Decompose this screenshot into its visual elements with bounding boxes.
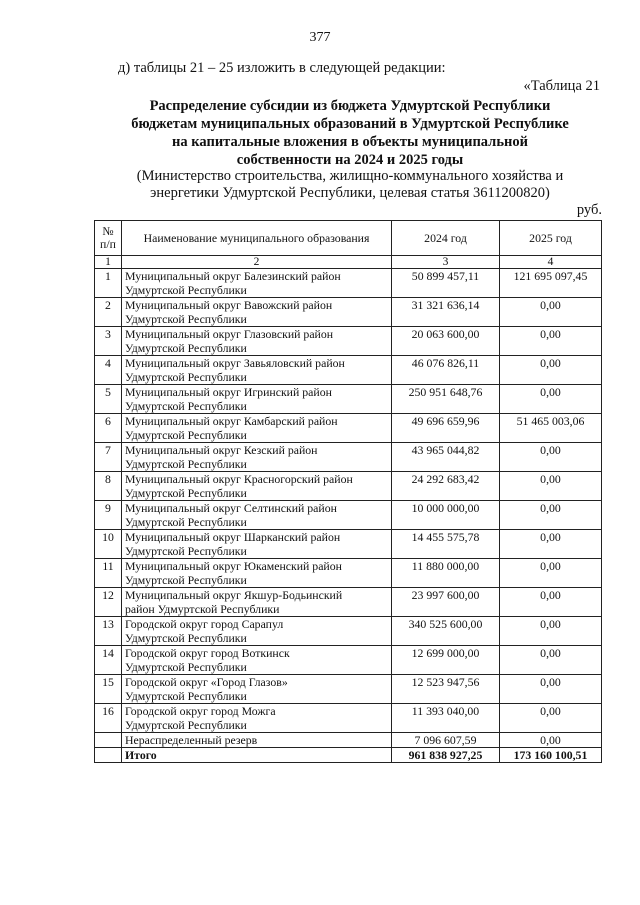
municipality-name-line: Муниципальный округ Юкаменский район [125,559,342,573]
row-number [95,733,122,748]
heading-line: собственности на 2024 и 2025 годы [236,152,464,168]
table-row [95,588,602,617]
municipality-name [122,327,392,356]
table-row [95,530,602,559]
amount-2024: 46 076 826,11 [392,356,500,385]
municipality-name [122,356,392,385]
row-number: 6 [95,414,122,443]
amount-2024: 11 393 040,00 [392,704,500,733]
currency-unit: руб. [576,202,602,218]
amount-2024: 14 455 575,78 [392,530,500,559]
municipality-name-line: Удмуртской Республики [125,660,247,674]
municipality-name-line: Муниципальный округ Глазовский район [125,327,334,341]
row-number: 3 [95,327,122,356]
page-number: 377 [309,30,331,45]
row-number: 10 [95,530,122,559]
municipality-name-line: Муниципальный округ Шарканский район [125,530,341,544]
header-number: № п/п [95,221,122,256]
municipality-name-line: Муниципальный округ Кезский район [125,443,318,457]
amount-2024: 340 525 600,00 [392,617,500,646]
amount-2025: 51 465 003,06 [500,414,602,443]
amount-2025: 0,00 [500,646,602,675]
header-municipality: Наименование муниципального образования [122,221,392,256]
row-number: 15 [95,675,122,704]
table-row [95,646,602,675]
total-row [95,748,602,763]
amount-2025: 0,00 [500,327,602,356]
reserve-label: Нераспределенный резерв [122,733,392,748]
amount-2024: 250 951 648,76 [392,385,500,414]
heading-line: Распределение субсидии из бюджета Удмуртской Республики [149,98,551,114]
amount-2024: 24 292 683,42 [392,472,500,501]
table-row [95,327,602,356]
amount-2025: 0,00 [500,501,602,530]
column-index-row [95,256,602,269]
header-2025: 2025 год [500,221,602,256]
amount-2024: 12 699 000,00 [392,646,500,675]
municipality-name-line: Городской округ город Воткинск [125,646,290,660]
table-row [95,269,602,298]
municipality-name-line: Удмуртской Республики [125,283,247,297]
municipality-name [122,385,392,414]
municipality-name-line: Удмуртской Республики [125,689,247,703]
amount-2024: 31 321 636,14 [392,298,500,327]
row-number: 16 [95,704,122,733]
table-row [95,501,602,530]
amount-2025: 0,00 [500,617,602,646]
municipality-name [122,443,392,472]
amount-2025: 0,00 [500,588,602,617]
amount-2025: 0,00 [500,356,602,385]
document-subheading [90,168,610,202]
row-number: 9 [95,501,122,530]
document-heading [90,97,610,169]
column-index: 2 [122,256,392,269]
row-number: 2 [95,298,122,327]
municipality-name-line: Городской округ город Можга [125,704,276,718]
table-row [95,385,602,414]
table-row [95,298,602,327]
row-number: 4 [95,356,122,385]
row-number: 13 [95,617,122,646]
municipality-name-line: Муниципальный округ Игринский район [125,385,332,399]
table-row [95,443,602,472]
municipality-name [122,704,392,733]
reserve-2024: 7 096 607,59 [392,733,500,748]
municipality-name-line: Муниципальный округ Селтинский район [125,501,337,515]
table-row [95,704,602,733]
municipality-name-line: Городской округ город Сарапул [125,617,284,631]
municipality-name [122,646,392,675]
municipality-name [122,298,392,327]
municipality-name-line: Удмуртской Республики [125,399,247,413]
amount-2024: 50 899 457,11 [392,269,500,298]
table-row [95,356,602,385]
total-2024: 961 838 927,25 [392,748,500,763]
row-number: 1 [95,269,122,298]
table-label: «Таблица 21 [523,78,600,94]
municipality-name-line: Удмуртской Республики [125,486,247,500]
row-number [95,748,122,763]
amount-2025: 0,00 [500,675,602,704]
table-row [95,472,602,501]
column-index: 4 [500,256,602,269]
amount-2025: 0,00 [500,472,602,501]
row-number: 5 [95,385,122,414]
total-label: Итого [122,748,392,763]
municipality-name-line: Удмуртской Республики [125,515,247,529]
municipality-name-line: Муниципальный округ Камбарский район [125,414,338,428]
amount-2025: 121 695 097,45 [500,269,602,298]
column-index: 3 [392,256,500,269]
municipality-name [122,269,392,298]
intro-text: д) таблицы 21 – 25 изложить в следующей редакции: [118,60,446,76]
municipality-name [122,414,392,443]
amount-2025: 0,00 [500,530,602,559]
amount-2025: 0,00 [500,298,602,327]
amount-2024: 49 696 659,96 [392,414,500,443]
municipality-name-line: Удмуртской Республики [125,312,247,326]
municipality-name-line: Муниципальный округ Вавожский район [125,298,333,312]
row-number: 11 [95,559,122,588]
municipality-name-line: Удмуртской Республики [125,544,247,558]
row-number: 7 [95,443,122,472]
table-row [95,617,602,646]
subheading-line: (Министерство строительства, жилищно-коммунального хозяйства и [136,168,564,184]
municipality-name [122,501,392,530]
total-2025: 173 160 100,51 [500,748,602,763]
header-2024: 2024 год [392,221,500,256]
amount-2025: 0,00 [500,704,602,733]
municipality-name [122,472,392,501]
table-row [95,559,602,588]
municipality-name [122,588,392,617]
heading-line: бюджетам муниципальных образований в Удмуртской Республике [131,116,569,132]
municipality-name-line: Муниципальный округ Красногорский район [125,472,353,486]
municipality-name-line: Удмуртской Республики [125,457,247,471]
subsidy-table [94,220,602,763]
row-number: 8 [95,472,122,501]
municipality-name [122,617,392,646]
amount-2024: 12 523 947,56 [392,675,500,704]
amount-2024: 43 965 044,82 [392,443,500,472]
reserve-2025: 0,00 [500,733,602,748]
municipality-name-line: Муниципальный округ Якшур-Бодьинский [125,588,343,602]
table-row [95,675,602,704]
municipality-name-line: Муниципальный округ Балезинский район [125,269,341,283]
municipality-name-line: Удмуртской Республики [125,370,247,384]
column-index: 1 [95,256,122,269]
amount-2025: 0,00 [500,559,602,588]
subheading-line: энергетики Удмуртской Республики, целевая статья 3611200820) [150,185,550,201]
row-number: 14 [95,646,122,675]
municipality-name-line: Удмуртской Республики [125,428,247,442]
heading-line: на капитальные вложения в объекты муниципальной [172,134,528,150]
amount-2024: 23 997 600,00 [392,588,500,617]
amount-2025: 0,00 [500,385,602,414]
municipality-name-line: Удмуртской Республики [125,631,247,645]
amount-2024: 20 063 600,00 [392,327,500,356]
municipality-name-line: Удмуртской Республики [125,718,247,732]
municipality-name-line: Удмуртской Республики [125,573,247,587]
amount-2025: 0,00 [500,443,602,472]
table-header-row [95,221,602,256]
municipality-name-line: район Удмуртской Республики [125,602,280,616]
municipality-name-line: Городской округ «Город Глазов» [125,675,288,689]
reserve-row [95,733,602,748]
amount-2024: 10 000 000,00 [392,501,500,530]
municipality-name [122,530,392,559]
municipality-name-line: Муниципальный округ Завьяловский район [125,356,345,370]
municipality-name [122,675,392,704]
municipality-name-line: Удмуртской Республики [125,341,247,355]
row-number: 12 [95,588,122,617]
amount-2024: 11 880 000,00 [392,559,500,588]
municipality-name [122,559,392,588]
table-row [95,414,602,443]
